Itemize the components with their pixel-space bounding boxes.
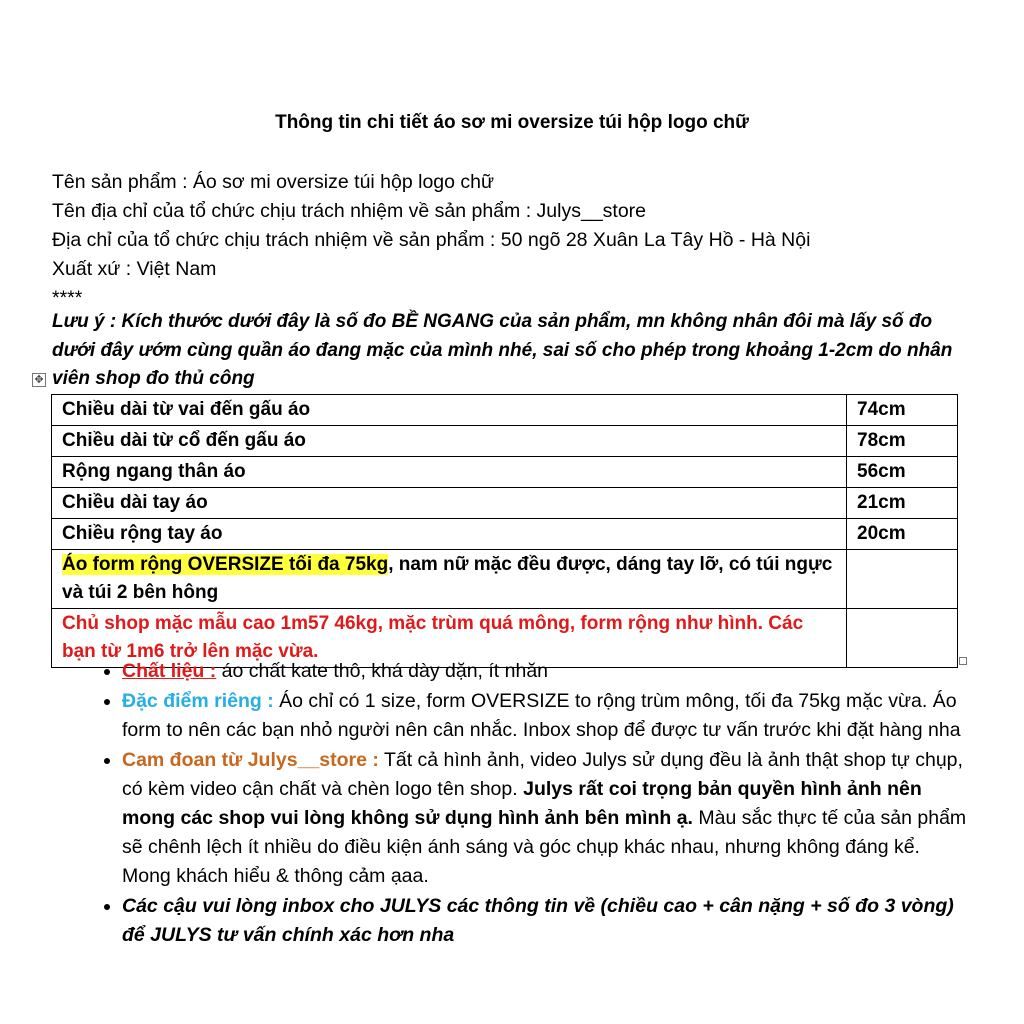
address-line: Địa chỉ của tổ chức chịu trách nhiệm về sản phẩm : 50 ngõ 28 Xuân La Tây Hồ - Hà Nội [52,229,811,251]
row-value: 56cm [847,457,958,488]
model-note-cell: Chủ shop mặc mẫu cao 1m57 46kg, mặc trùm quá mông, form rộng như hình. Các bạn từ 1m6 trở lên mặc vừa. [52,609,847,668]
row-value: 21cm [847,488,958,519]
row-label: Chiều dài tay áo [52,488,847,519]
separator-stars: **** [52,287,83,309]
table-row-oversize [52,550,958,609]
list-item-material [122,657,972,686]
table-row [52,457,958,488]
row-value: 20cm [847,519,958,550]
highlighted-text: Áo form rộng OVERSIZE tối đa 75kg [62,554,389,575]
row-label: Chiều rộng tay áo [52,519,847,550]
features-label: Đặc điểm riêng : [122,690,274,712]
row-value: 78cm [847,426,958,457]
commitment-bold-text: Julys rất coi trọng bản quyền hình ảnh nên mong các shop vui lòng không sử dụng hình ảnh bên mình ạ. [122,778,922,829]
list-item-inbox: • Các cậu vui lòng inbox cho JULYS các thông tin về (chiều cao + cân nặng + số đo 3 vòng) để JULYS tư vấn chính xác hơn nha [122,892,972,950]
row-label: Chiều dài từ vai đến gấu áo [52,395,847,426]
product-info [52,168,810,313]
empty-cell [847,550,958,609]
table-row [52,519,958,550]
table-row [52,426,958,457]
row-label: Rộng ngang thân áo [52,457,847,488]
table-move-handle-icon[interactable]: ✥ [32,373,46,387]
commitment-label: Cam đoan từ Julys__store : [122,749,379,771]
size-table [51,394,958,668]
table-row [52,395,958,426]
list-item-features [122,687,972,745]
commitment-text-end: Màu sắc thực tế của sản phẩm sẽ chênh lệch ít nhiều do điều kiện ánh sáng và góc chụp khác nhau, nhưng không đáng kể. Mong khách hiểu & thông cảm ạaa. [122,807,967,887]
document-title: Thông tin chi tiết áo sơ mi oversize túi hộp logo chữ [275,112,749,133]
list-item-commitment [122,746,972,891]
oversize-note-cell [52,550,847,609]
features-text: Áo chỉ có 1 size, form OVERSIZE to rộng trùm mông, tối đa 75kg mặc vừa. Áo form to nên các bạn nhỏ người nên cân nhắc. Inbox shop để được tư vấn trước khi đặt hàng nha [122,690,961,741]
commitment-text: Tất cả hình ảnh, video Julys sử dụng đều là ảnh thật shop tự chụp, có kèm video cận chất và chèn logo tên shop. [122,749,963,800]
size-note: Lưu ý : Kích thước dưới đây là số đo BỀ NGANG của sản phẩm, mn không nhân đôi mà lấy số đo dưới đây ướm cùng quần áo đang mặc của mình nhé, sai số cho phép trong khoảng 1-2cm do nhân viên shop đo thủ công [52,311,953,389]
oversize-note-rest: , nam nữ mặc đều được, dáng tay lỡ, có túi ngực và túi 2 bên hông [62,554,833,603]
material-text: áo chất kate thô, khá dày dặn, ít nhăn [216,660,549,682]
origin-line: Xuất xứ : Việt Nam [52,258,217,280]
product-name-line: Tên sản phẩm : Áo sơ mi oversize túi hộp logo chữ [52,171,495,193]
row-label: Chiều dài từ cổ đến gấu áo [52,426,847,457]
material-label: Chất liệu : [122,660,217,682]
table-row [52,488,958,519]
responsible-org-line: Tên địa chỉ của tổ chức chịu trách nhiệm về sản phẩm : Julys__store [52,200,647,222]
bullet-list [52,657,972,951]
row-value: 74cm [847,395,958,426]
